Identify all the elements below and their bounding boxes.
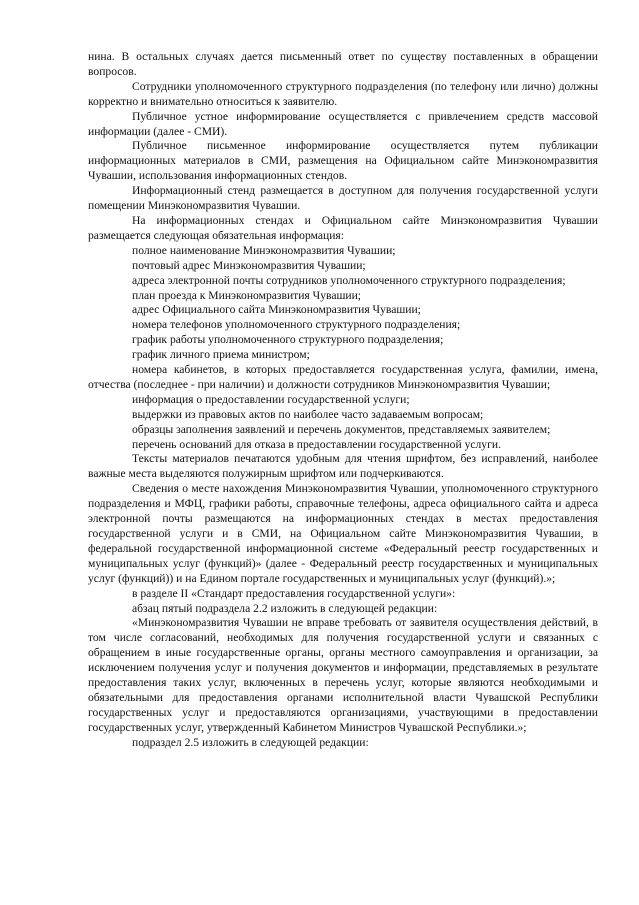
list-item-phone-numbers: номера телефонов уполномоченного структурного подразделения; (132, 318, 461, 332)
list-item-full-name: полное наименование Минэкономразвития Чувашии; (132, 243, 396, 257)
paragraph-continuation: нина. В остальных случаях дается письменный ответ по существу поставленных в обращении вопросов. (88, 50, 598, 78)
paragraph-section-two: в разделе II «Стандарт предоставления государственной услуги»: (132, 586, 456, 600)
list-item-work-schedule: график работы уполномоченного структурного подразделения; (132, 333, 444, 347)
list-item-office-numbers: номера кабинетов, в которых предоставляется государственная услуга, фамилии, имена, отчества (последнее - при наличии) и должности сотрудников Минэкономразвития Чувашии; (88, 363, 598, 391)
list-item-service-info: информация о предоставлении государственной услуги; (132, 392, 410, 406)
paragraph-oral-informing: Публичное устное информирование осуществляется с привлечением средств массовой информации (далее - СМИ). (88, 109, 598, 138)
list-item-postal-address: почтовый адрес Минэкономразвития Чувашии; (132, 258, 366, 272)
paragraph-mandatory-info: На информационных стендах и Официальном сайте Минэкономразвития Чувашии размещается следующая обязательная информация: (88, 213, 598, 242)
document-page (88, 50, 598, 751)
list-item-reception-schedule: график личного приема министром; (132, 348, 310, 362)
paragraph-staff-conduct: Сотрудники уполномоченного структурного подразделения (по телефону или лично) должны корректно и внимательно относиться к заявителю. (88, 79, 598, 108)
list-item-website-address: адрес Официального сайта Минэкономразвития Чувашии; (132, 303, 421, 317)
list-item-email-addresses: адреса электронной почты сотрудников уполномоченного структурного подразделения; (132, 273, 566, 287)
list-item-refusal-grounds: перечень оснований для отказа в предоставлении государственной услуги. (132, 437, 501, 451)
list-item-legal-extracts: выдержки из правовых актов по наиболее часто задаваемым вопросам; (132, 407, 484, 421)
paragraph-written-informing: Публичное письменное информирование осуществляется путем публикации информационных материалов в СМИ, размещения на Официальном сайте Минэкономразвития Чувашии, использования информационных стендов. (88, 139, 598, 183)
paragraph-location-info: Сведения о месте нахождения Минэкономразвития Чувашии, уполномоченного структурного подразделения и МФЦ, графики работы, справочные телефоны, адреса официального сайта и адреса электронной почты размещаются на информационных стендах в местах предоставления государственной услуги и в СМИ, на Официальном сайте Минэкономразвития Чувашии, в федеральной государственной информационной системе «Федеральный реестр государственных и муниципальных услуг (функций)» (далее - Федеральный реестр государственных и муниципальных услуг (функций)) и на Едином портале государственных и муниципальных услуг (функций).»; (88, 482, 598, 585)
paragraph-subsection-2-5: подраздел 2.5 изложить в следующей редакции: (132, 735, 369, 749)
paragraph-text-formatting: Тексты материалов печатаются удобным для чтения шрифтом, без исправлений, наиболее важные места выделяются полужирным шрифтом или подчеркиваются. (88, 452, 598, 481)
paragraph-subsection-2-2: абзац пятый подраздела 2.2 изложить в следующей редакции: (132, 601, 438, 615)
paragraph-quoted-requirement: «Минэкономразвития Чувашии не вправе требовать от заявителя осуществления действий, в том числе согласований, необходимых для получения государственной услуги и связанных с обращением в иные государственные органы, органы местного самоуправления и организации, за исключением получения услуг и получения документов и информации, представляемых в результате предоставления таких услуг, включенных в перечень услуг, которые являются необходимыми и обязательными для предоставления органами исполнительной власти Чувашской Республики государственных услуг и предоставляются организациями, участвующими в предоставлении государственных услуг, утвержденный Кабинетом Министров Чувашской Республики.»; (88, 616, 598, 734)
list-item-travel-plan: план проезда к Минэкономразвития Чувашии; (132, 288, 362, 302)
paragraph-info-stand: Информационный стенд размещается в доступном для получения государственной услуги помещении Минэкономразвития Чувашии. (88, 184, 598, 213)
list-item-form-samples: образцы заполнения заявлений и перечень документов, представляемых заявителем; (132, 422, 551, 436)
